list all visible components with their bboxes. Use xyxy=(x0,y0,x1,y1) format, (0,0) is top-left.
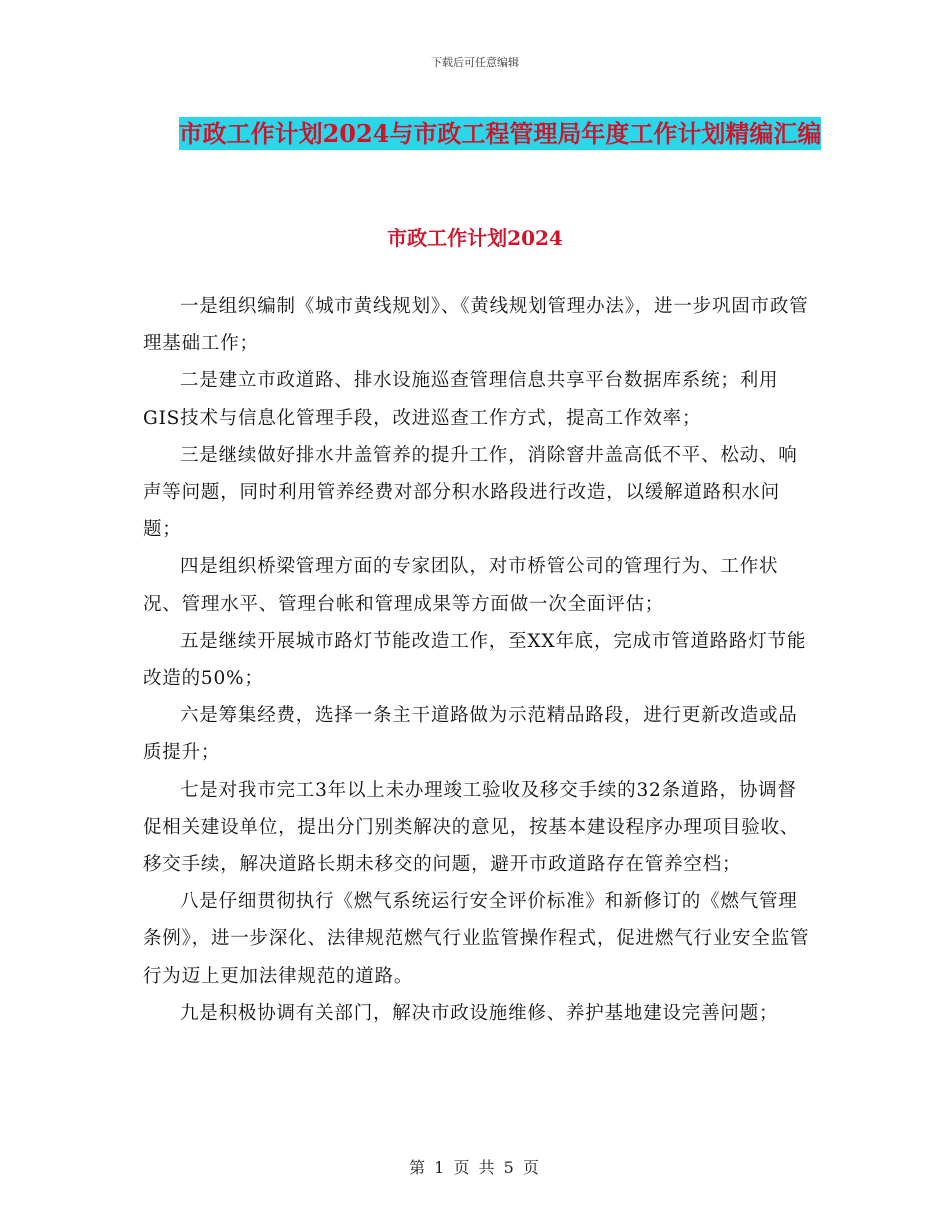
paragraph: 六是筹集经费，选择一条主干道路做为示范精品路段，进行更新改造或品质提升； xyxy=(143,705,798,764)
paragraph: 一是组织编制《城市黄线规划》、《黄线规划管理办法》，进一步巩固市政管理基础工作； xyxy=(143,296,809,355)
paragraph: 二是建立市政道路、排水设施巡查管理信息共享平台数据库系统；利用GIS技术与信息化管理手段，改进巡查工作方式，提高工作效率； xyxy=(143,370,779,429)
paragraph: 三是继续做好排水井盖管养的提升工作，消除窨井盖高低不平、松动、响声等问题，同时利用管养经费对部分积水路段进行改造，以缓解道路积水问题； xyxy=(143,444,798,541)
paragraph: 九是积极协调有关部门，解决市政设施维修、养护基地建设完善问题； xyxy=(180,1002,779,1024)
document-title xyxy=(150,112,850,156)
section-title: 市政工作计划2024 xyxy=(387,226,563,250)
paragraph: 八是仔细贯彻执行《燃气系统运行安全评价标准》和新修订的《燃气管理条例》，进一步深化、法律规范燃气行业监管操作程式，促进燃气行业安全监管行为迈上更加法律规范的道路。 xyxy=(143,891,810,987)
document-title-text: 市政工作计划2024与市政工程管理局年度工作计划精编汇编 xyxy=(178,119,822,148)
document-body xyxy=(143,288,813,1032)
paragraph: 四是组织桥梁管理方面的专家团队，对市桥管公司的管理行为、工作状况、管理水平、管理台帐和管理成果等方面做一次全面评估； xyxy=(143,556,779,615)
page-footer: 第 1 页 共 5 页 xyxy=(409,1158,541,1177)
paragraph: 五是继续开展城市路灯节能改造工作，至XX年底，完成市管道路路灯节能改造的50%； xyxy=(143,630,807,690)
paragraph: 七是对我市完工3年以上未办理竣工验收及移交手续的32条道路，协调督促相关建设单位，提出分门别类解决的意见，按基本建设程序办理项目验收、移交手续，解决道路长期未移交的问题，避开市政道路存在管养空档； xyxy=(143,779,800,876)
header-note: 下载后可任意编辑 xyxy=(431,56,519,69)
